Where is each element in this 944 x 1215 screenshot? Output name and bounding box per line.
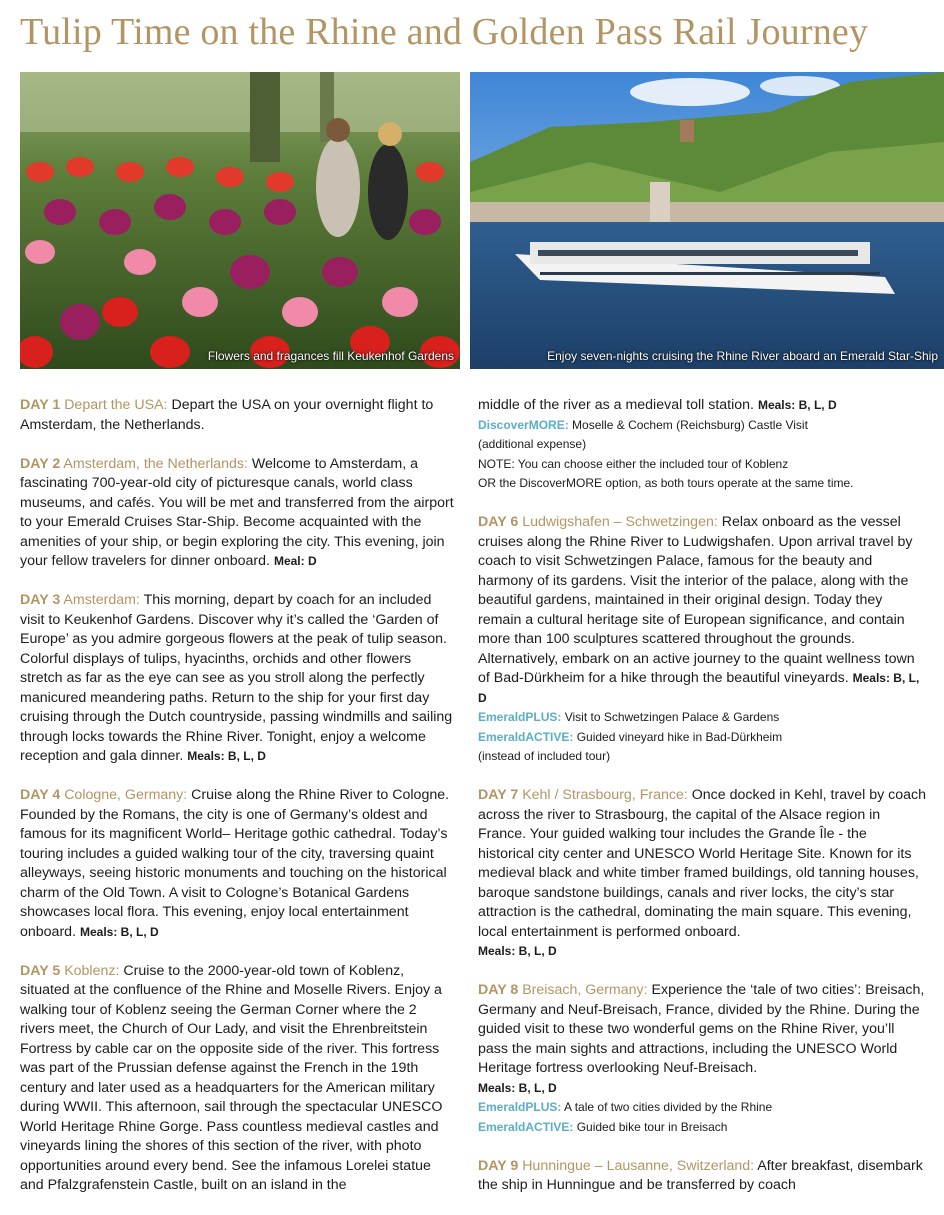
photo-caption: Flowers and fragances fill Keukenhof Gardens	[207, 349, 454, 363]
option-note: (additional expense)	[478, 437, 587, 451]
day-place: Depart the USA:	[64, 397, 168, 413]
photo-caption: Enjoy seven-nights cruising the Rhine River aboard an Emerald Star-Ship	[547, 349, 938, 363]
day-place: Amsterdam, the Netherlands:	[63, 455, 248, 472]
itinerary-right-column	[478, 396, 926, 1196]
itinerary-left-column	[20, 396, 454, 1215]
day-description: Cruise along the Rhine River to Cologne. Founded by the Romans, the city is one of Germany’s oldest and famous for its magnificent World– Heritage gothic cathedral. Today’s touring includes a guided walking tour of the city, traversing quaint alleyways, seeing historic monuments and touching on the historical charm of the Old Town. A visit to Cologne’s Botanical Gardens showcases local flora. This evening, enjoy local entertainment onboard.	[20, 787, 450, 940]
day-number: DAY 9	[478, 1157, 519, 1174]
meals-info: Meals: B, L, D	[478, 671, 920, 705]
day-description: This morning, depart by coach for an included visit to Keukenhof Gardens. Discover why it’s called the ‘Garden of Europe’ as you admire gorgeous flowers at the peak of tulip season. Colorful displays of tulips, hyacinths, orchids and other flowers stretch as far as the eye can see as you stroll along the perfectly manicured meandering paths. Return to the ship for your first day cruising through the Dutch countryside, passing windmills and sailing through locks towards the Rhine River. Tonight, enjoy a welcome reception and gala dinner.	[20, 592, 453, 764]
day-description: Depart the USA on your overnight flight to Amsterdam, the Netherlands.	[20, 397, 434, 433]
option-label: EmeraldACTIVE:	[478, 729, 574, 744]
day-description: Welcome to Amsterdam, a fascinating 700-year-old city of picturesque canals, world class museums, and cafés. You will be met and transferred from the airport to your Emerald Cruises Star-Ship. Become acquainted with the amenities of your ship, or begin exploring the city. This evening, join your fellow travelers for dinner onboard.	[20, 455, 454, 569]
day-number: DAY 8	[478, 982, 519, 998]
day-description: middle of the river as a medieval toll station.	[478, 397, 754, 413]
day-number: DAY 3	[20, 592, 61, 608]
option-label: EmeraldPLUS:	[478, 710, 562, 724]
day-place: Kehl / Strasbourg, France:	[522, 787, 688, 803]
day-place: Cologne, Germany:	[64, 787, 188, 803]
day-place: Amsterdam:	[63, 592, 140, 608]
day-6	[478, 513, 926, 767]
day-number: DAY 5	[20, 962, 61, 979]
day-7	[478, 786, 926, 962]
note-text: NOTE: You can choose either the included tour of Koblenz	[478, 456, 789, 471]
day-8	[478, 981, 926, 1137]
option-text: Moselle & Cochem (Reichsburg) Castle Visit	[572, 417, 808, 432]
day-description: Once docked in Kehl, travel by coach across the river to Strasbourg, the capital of the Alsace region in France. Your guided walking tour includes the Grande Île - the historical city center and UNESCO World Heritage Site. Known for its medieval black and white timber framed buildings, old tanning houses, baroque sandstone buildings, canals and river locks, the city’s star attraction is the cathedral, dominating the main square. This evening, local entertainment is performed onboard.	[478, 787, 926, 940]
day-description: After breakfast, disembark the ship in Hunningue and be transferred by coach	[478, 1157, 923, 1193]
page-title: Tulip Time on the Rhine and Golden Pass Rail Journey	[20, 11, 869, 53]
day-3	[20, 591, 454, 767]
day-place: Koblenz:	[64, 962, 120, 979]
day-description: Experience the ‘tale of two cities’: Breisach, Germany and Neuf-Breisach, France, divided by the Rhine. During the guided visit to these two wonderful gems on the Rhine River, you’ll pass the main sights and attractions, including the UNESCO World Heritage fortress overlooking Neuf-Breisach.	[478, 982, 925, 1076]
day-number: DAY 6	[478, 514, 519, 530]
option-note: (instead of included tour)	[478, 749, 611, 763]
day-place: Breisach, Germany:	[522, 982, 648, 998]
meals-info: Meals: B, L, D	[478, 1080, 557, 1095]
day-5-continued	[478, 396, 926, 494]
day-place: Hunningue – Lausanne, Switzerland:	[522, 1157, 755, 1174]
option-label: DiscoverMORE:	[478, 417, 569, 432]
day-description: Relax onboard as the vessel cruises along the Rhine River to Ludwigshafen. Upon arrival travel by coach to visit Schwetzingen Palace, famous for the beauty and harmony of its gardens. Visit the interior of the palace, along with the beautiful gardens, maintained in their original design. Today they remain a cultural heritage site of European significance, and contain more than 100 sculptures scattered throughout the grounds. Alternatively, embark on an active journey to the quaint wellness town of Bad-Dürkheim for a hike through the beautiful vineyards.	[478, 514, 915, 686]
day-description: Cruise to the 2000-year-old town of Koblenz, situated at the confluence of the Rhine and Moselle Rivers. Enjoy a walking tour of Koblenz seeing the German Corner where the 2 rivers meet, the Church of Our Lady, and visit the Ehrenbreitstein Fortress by cable car on the opposite side of the river. This fortress was part of the Prussian defense against the French in the 19th century and later used as a headquarters for the American military during WWII. This afternoon, sail through the spectacular UNESCO World Heritage Rhine Gorge. Pass countless medieval castles and vineyards lining the shores of this section of the river, with photo opportunities around every bend. See the infamous Lorelei statue and Pfalzgrafenstein Castle, built on an island in the	[20, 962, 443, 1193]
option-text: Visit to Schwetzingen Palace & Gardens	[564, 710, 780, 724]
option-text: Guided bike tour in Breisach	[576, 1119, 728, 1134]
day-1	[20, 396, 454, 435]
note-text: OR the DiscoverMORE option, as both tours operate at the same time.	[478, 476, 854, 490]
meals-info: Meals: B, L, D	[79, 924, 159, 939]
day-number: DAY 7	[478, 787, 519, 803]
river-cruise-photo	[470, 72, 944, 369]
day-5	[20, 962, 454, 1196]
option-label: EmeraldACTIVE:	[478, 1119, 574, 1134]
day-number: DAY 1	[20, 397, 61, 413]
meals-info: Meals: B, L, D	[478, 944, 557, 958]
option-label: EmeraldPLUS:	[478, 1100, 562, 1114]
option-text: Guided vineyard hike in Bad-Dürkheim	[576, 729, 783, 744]
day-2	[20, 455, 454, 572]
tulip-garden-photo	[20, 72, 460, 369]
day-4	[20, 786, 454, 942]
day-number: DAY 2	[20, 455, 61, 472]
meals-info: Meals: B, L, D	[187, 749, 266, 763]
meals-info: Meals: B, L, D	[757, 398, 837, 412]
meals-info: Meal: D	[273, 554, 317, 568]
day-place: Ludwigshafen – Schwetzingen:	[522, 514, 718, 530]
day-number: DAY 4	[20, 787, 61, 803]
option-text: A tale of two cities divided by the Rhine	[564, 1100, 773, 1114]
day-9	[478, 1157, 926, 1196]
